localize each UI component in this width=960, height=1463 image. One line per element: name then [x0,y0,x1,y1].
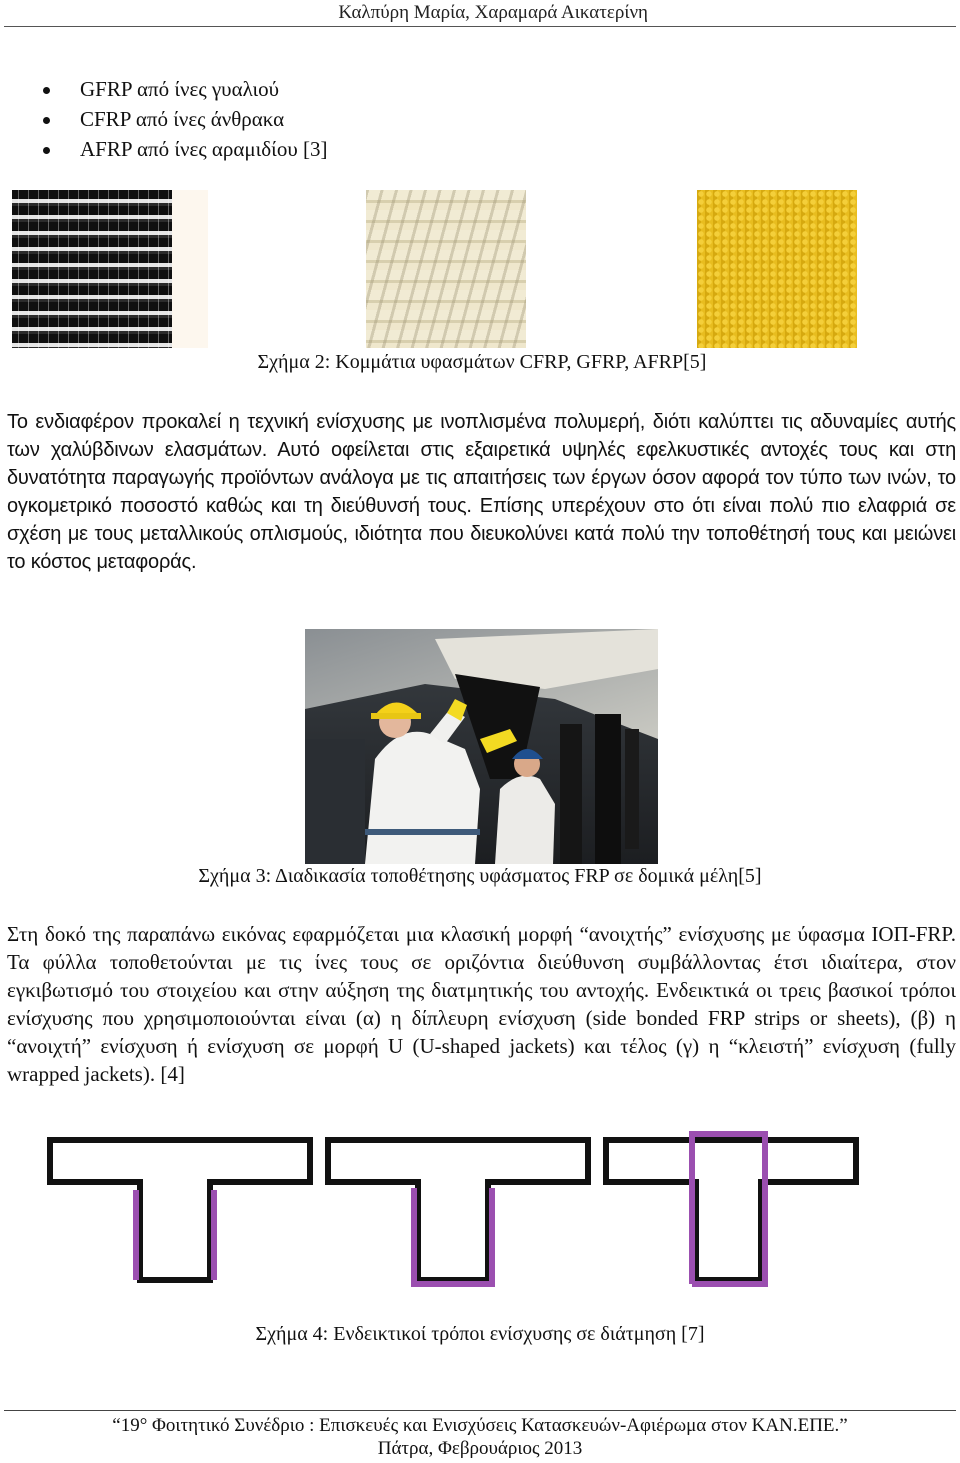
footer-location-date: Πάτρα, Φεβρουάριος 2013 [377,1438,583,1459]
footer-divider [4,1410,956,1411]
paragraph-frp-advantages: Το ενδιαφέρον προκαλεί η τεχνική ενίσχυσης με ινοπλισμένα πολυμερή, διότι καλύπτει τις αδυναμίες αυτής των χαλύβδινων ελασμάτων. Αυτό οφείλεται στις εξαιρετικά υψηλές εφελκυστικές αντοχές τους και στη δυνατότητα παραγωγής προϊόντων ανάλογα με τις απαιτήσεις των έργων όσον αφορά τον τύπο των ινών, το ογκομετρικό ποσοστό καθώς και τη διεύθυνσή τους. Επίσης υπερέχουν στο ότι είναι πολύ πιο ελαφριά σε σχέση με τους μεταλλικούς οπλισμούς, ιδιότητα που διευκολύνει κατά πολύ την τοποθέτησή τους και μειώνει το κόστος μεταφοράς. [7,411,956,573]
t-beam-fully-wrapped [606,1134,856,1284]
fabric-swatch-glass [366,190,526,348]
frp-installation-photo [305,629,658,864]
header-divider [4,26,956,27]
paragraph-shear-strengthening: Στη δοκό της παραπάνω εικόνας εφαρμόζεται μια κλασική μορφή “ανοιχτής” ενίσχυσης με ύφασμα ΙΟΠ-FRP. Τα φύλλα τοποθετούνται με τις ίνες τους σε οριζόντια διεύθυνση συμβάλλοντας έτσι ιδιαίτερα, στον εγκιβωτισμό του στοιχείου και στην αύξηση της διατμητικής του αντοχής. Ενδεικτικά οι τρεις βασικοί τρόποι ενίσχυσης που χρησιμοποιούνται είναι (α) η δίπλευρη ενίσχυση (side bonded FRP strips or sheets), (β) η “ανοιχτή” ενίσχυση ή ενίσχυση σε μορφή U (U-shaped jackets) και τέλος (γ) η “κλειστή” ενίσχυση (fully wrapped jackets). [4] [7,922,956,1086]
page-header [0,0,960,27]
t-beam-u-shaped [328,1140,588,1284]
header-authors: Καλπύρη Μαρία, Χαραμαρά Αικατερίνη [338,2,648,23]
list-item: AFRP από ίνες αραμιδίου [3] [40,134,327,164]
t-beam-strengthening-diagram [40,1130,870,1290]
figure-2-caption: Σχήμα 2: Κομμάτια υφασμάτων CFRP, GFRP, AFRP[5] [257,351,707,373]
figure-4-caption: Σχήμα 4: Ενδεικτικοί τρόποι ενίσχυσης σε διάτμηση [7] [255,1323,705,1345]
footer-conference: “19° Φοιτητικό Συνέδριο : Επισκευές και Ενισχύσεις Κατασκευών-Αφιέρωμα στον ΚΑΝ.ΕΠΕ.” [112,1415,848,1436]
t-beam-side-bonded [50,1140,310,1280]
list-item: GFRP από ίνες γυαλιού [40,74,327,104]
fabric-swatch-aramid [697,190,857,348]
frp-types-list [40,74,327,164]
figure-3-caption: Σχήμα 3: Διαδικασία τοποθέτησης υφάσματος FRP σε δομικά μέλη[5] [198,865,762,887]
workers-photo-illustration [305,629,658,864]
list-item: CFRP από ίνες άνθρακα [40,104,327,134]
fabric-swatch-carbon [12,190,208,348]
